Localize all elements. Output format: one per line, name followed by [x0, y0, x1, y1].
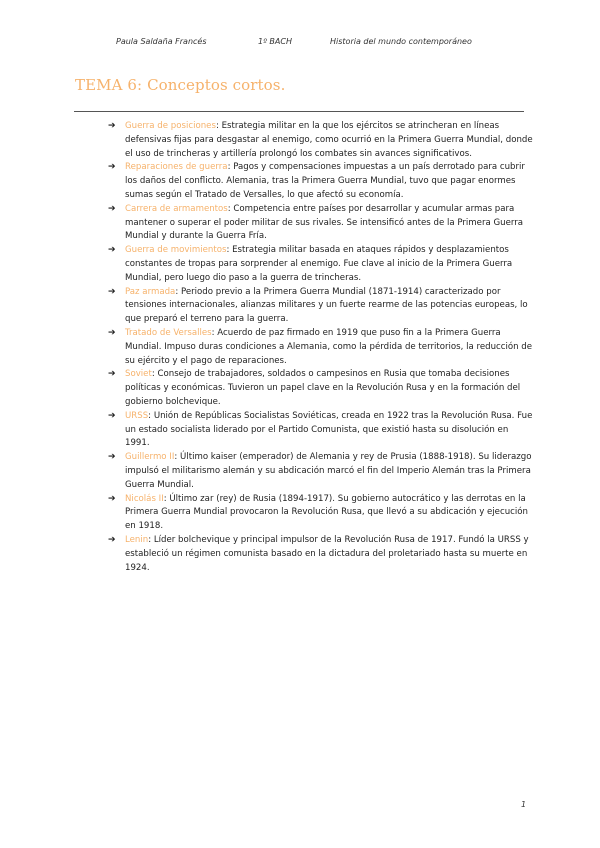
- term-separator: :: [148, 534, 154, 545]
- list-item: [108, 368, 533, 409]
- term-separator: :: [227, 162, 234, 173]
- list-item: [108, 493, 533, 534]
- arrow-bullet-icon: ➔: [108, 121, 116, 131]
- concept-term: Guerra de posiciones: [125, 121, 216, 131]
- term-separator: :: [175, 286, 181, 297]
- arrow-bullet-icon: ➔: [108, 493, 116, 504]
- header-subject: Historia del mundo contemporáneo: [330, 37, 472, 46]
- concept-list: [108, 120, 533, 575]
- header-author: Paula Saldaña Francés: [116, 37, 207, 46]
- arrow-bullet-icon: ➔: [108, 327, 116, 338]
- concept-definition: Líder bolchevique y principal impulsor de la Revolución Rusa de 1917. Fundó la URSS y estableció un régimen comunista basado en la dictadura del proletariado hasta su muerte en 1924.: [125, 534, 529, 573]
- concept-definition: Competencia entre países por desarrollar y acumular armas para mantener o superar el poder militar de sus rivales. Se intensificó antes de la Primera Guerra Mundial y durante la Guerra Fría.: [125, 203, 524, 242]
- concept-term: Soviet: [125, 369, 152, 380]
- list-item: [108, 534, 533, 575]
- arrow-bullet-icon: ➔: [108, 245, 116, 256]
- arrow-bullet-icon: ➔: [108, 410, 116, 421]
- list-item: [108, 327, 533, 368]
- term-separator: :: [148, 410, 154, 421]
- term-separator: :: [226, 245, 233, 256]
- concept-term: Reparaciones de guerra: [125, 162, 228, 173]
- concept-definition: Periodo previo a la Primera Guerra Mundial (1871-1914) caracterizado por tensiones internacionales, alianzas militares y un fuerte rearme de las potencias europeas, lo que preparó el terreno para la guerra.: [125, 286, 528, 325]
- arrow-bullet-icon: ➔: [108, 203, 116, 214]
- concept-term: Tratado de Versalles: [125, 327, 212, 338]
- concept-definition: Consejo de trabajadores, soldados o campesinos en Rusia que tomaba decisiones políticas y económicas. Tuvieron un papel clave en la Revolución Rusa y en la formación del gobierno bolchevique.: [125, 369, 521, 407]
- concept-term: Guillermo II: [125, 452, 175, 463]
- concept-definition: Pagos y compensaciones impuestas a un país derrotado para cubrir los daños del conflicto. Alemania, tras la Primera Guerra Mundial, tuvo que pagar enormes sumas según el Tratado de Versalles, lo que afectó su economía.: [125, 162, 525, 200]
- page-header: [0, 37, 600, 51]
- concept-definition: Estrategia militar en la que los ejércitos se atrincheran en líneas defensivas fijas para desgastar al enemigo, como ocurrió en la Primera Guerra Mundial, donde el uso de trincheras y artillería prolongó los combates sin avances significativos.: [125, 121, 533, 159]
- arrow-bullet-icon: ➔: [108, 369, 116, 380]
- term-separator: :: [227, 203, 234, 214]
- concept-definition: Último kaiser (emperador) de Alemania y rey de Prusia (1888-1918). Su liderazgo impulsó el militarismo alemán y su abdicación marcó el fin del Imperio Alemán tras la Primera Guerra Mundial.: [125, 452, 532, 490]
- term-separator: :: [163, 493, 170, 504]
- term-separator: :: [211, 327, 218, 338]
- list-item: [108, 451, 533, 492]
- concept-definition: Último zar (rey) de Rusia (1894-1917). Su gobierno autocrático y las derrotas en la Primera Guerra Mundial provocaron la Revolución Rusa, que llevó a su abdicación y ejecución en 1918.: [125, 493, 528, 532]
- arrow-bullet-icon: ➔: [108, 452, 116, 463]
- document-title: TEMA 6: Conceptos cortos.: [75, 76, 286, 94]
- arrow-bullet-icon: ➔: [108, 286, 116, 297]
- list-item: [108, 203, 533, 244]
- arrow-bullet-icon: ➔: [108, 534, 116, 545]
- concept-definition: Acuerdo de paz firmado en 1919 que puso fin a la Primera Guerra Mundial. Impuso duras condiciones a Alemania, como la pérdida de territorios, la reducción de su ejército y el pago de reparaciones.: [125, 327, 533, 366]
- list-item: [108, 244, 533, 285]
- list-item: [108, 286, 533, 327]
- concept-definition: Unión de Repúblicas Socialistas Soviéticas, creada en 1922 tras la Revolución Rusa. Fue un estado socialista liderado por el Partido Comunista, que existió hasta su disolución en 1991.: [125, 410, 533, 449]
- concept-term: URSS: [125, 410, 149, 421]
- concept-term: Paz armada: [125, 286, 176, 297]
- arrow-bullet-icon: ➔: [108, 162, 116, 173]
- concept-term: Guerra de movimientos: [125, 245, 227, 256]
- term-separator: :: [151, 369, 158, 380]
- list-item: [108, 120, 533, 161]
- title-divider: [74, 111, 524, 112]
- page-number: 1: [521, 800, 527, 809]
- concept-term: Nicolás II: [125, 493, 164, 504]
- list-item: [108, 410, 533, 451]
- concept-definition: Estrategia militar basada en ataques rápidos y desplazamientos constantes de tropas para sorprender al enemigo. Fue clave al inicio de la Primera Guerra Mundial, pero luego dio paso a la guerra de trincheras.: [125, 245, 513, 283]
- term-separator: :: [215, 121, 222, 131]
- term-separator: :: [174, 452, 181, 463]
- header-course: 1º BACH: [258, 37, 292, 46]
- concept-term: Carrera de armamentos: [125, 203, 228, 214]
- concept-term: Lenin: [125, 534, 149, 545]
- list-item: [108, 161, 533, 202]
